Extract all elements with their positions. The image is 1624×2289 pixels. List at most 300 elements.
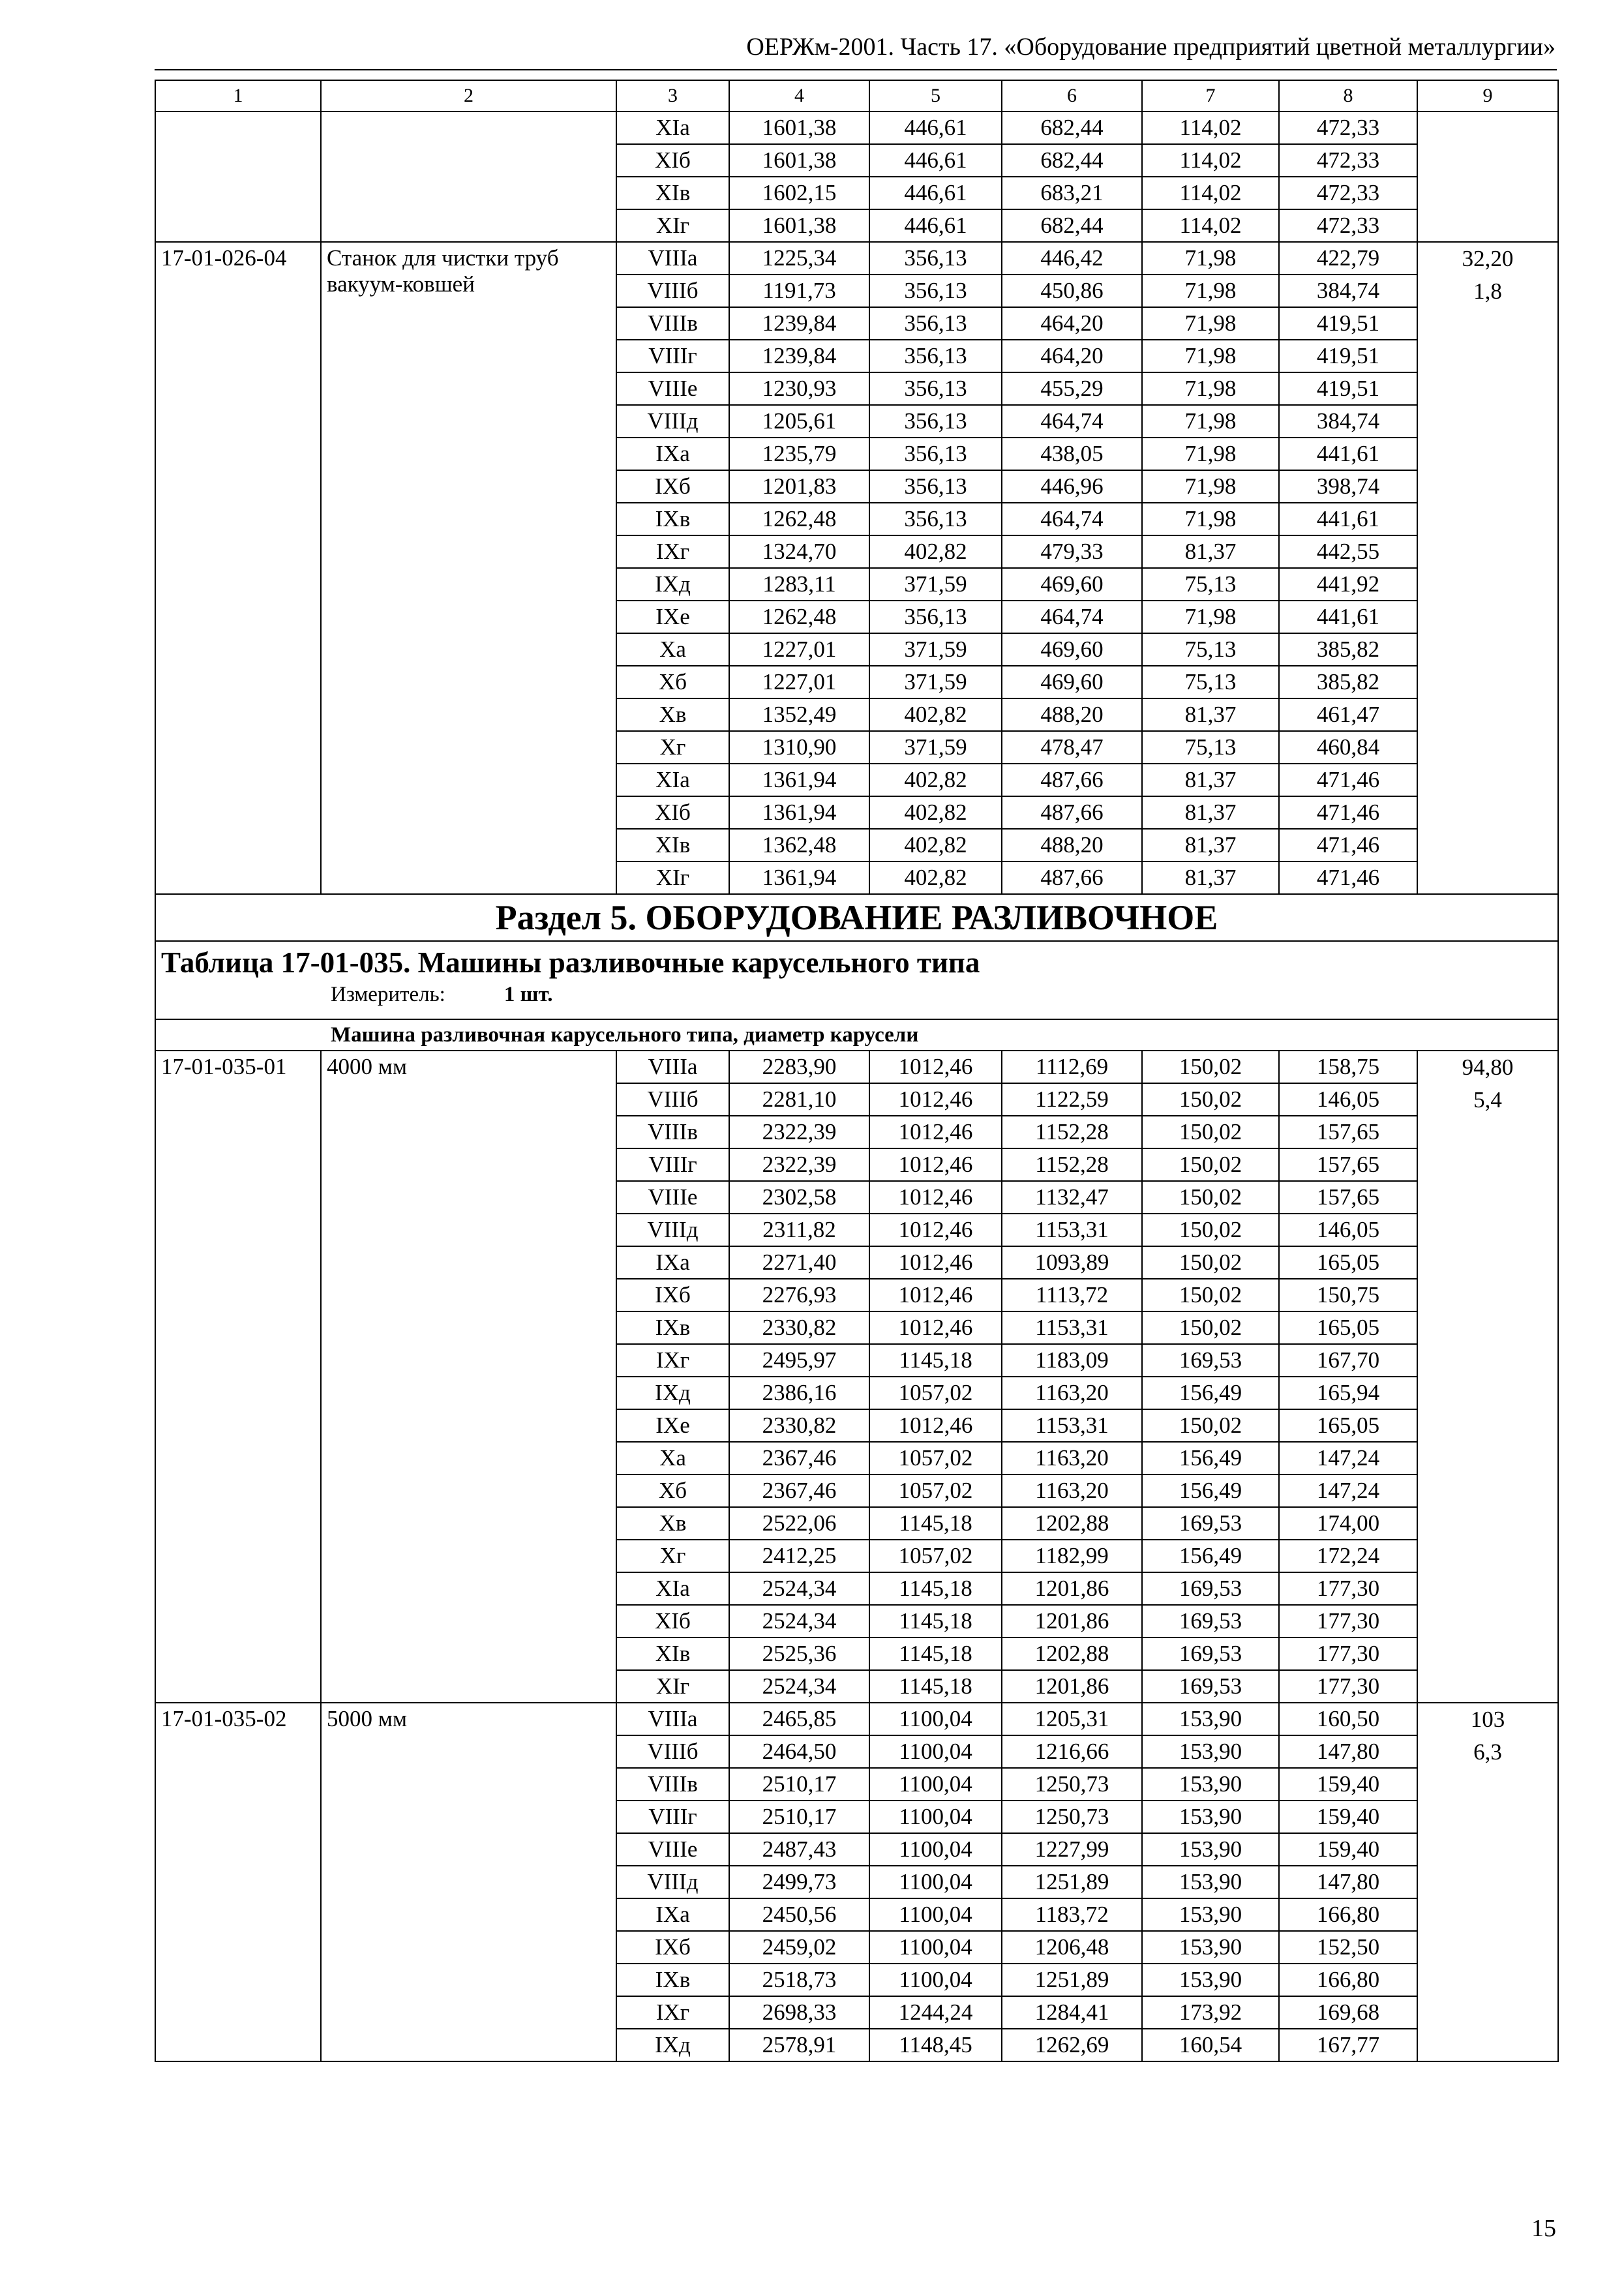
value-cell: 153,90: [1142, 1866, 1279, 1898]
value-cell: 1163,20: [1002, 1377, 1142, 1409]
value-cell: 356,13: [869, 601, 1002, 633]
value-cell: 167,70: [1279, 1344, 1417, 1377]
zone-cell: VIIIг: [616, 1801, 729, 1833]
value-cell: 75,13: [1142, 731, 1279, 764]
zone-cell: Xб: [616, 1474, 729, 1507]
value-cell: 1205,61: [729, 405, 869, 438]
value-cell: 1283,11: [729, 568, 869, 601]
zone-cell: XIг: [616, 861, 729, 894]
value-cell: 385,82: [1279, 666, 1417, 698]
value-cell: 461,47: [1279, 698, 1417, 731]
value-cell: 2524,34: [729, 1605, 869, 1638]
value-cell: 2465,85: [729, 1703, 869, 1735]
zone-cell: XIв: [616, 177, 729, 209]
value-cell: 384,74: [1279, 405, 1417, 438]
value-cell: 81,37: [1142, 829, 1279, 861]
zone-cell: Xв: [616, 698, 729, 731]
value-cell: 2281,10: [729, 1083, 869, 1116]
value-cell: 1251,89: [1002, 1866, 1142, 1898]
col-number: 6: [1002, 80, 1142, 112]
value-cell: 1163,20: [1002, 1442, 1142, 1474]
empty-cell: [321, 112, 616, 242]
value-cell: 81,37: [1142, 698, 1279, 731]
value-cell: 2302,58: [729, 1181, 869, 1214]
value-cell: 441,92: [1279, 568, 1417, 601]
zone-cell: XIв: [616, 1638, 729, 1670]
header-rule: [155, 69, 1557, 70]
col-number: 5: [869, 80, 1002, 112]
value-cell: 150,02: [1142, 1409, 1279, 1442]
value-cell: 159,40: [1279, 1768, 1417, 1801]
zone-cell: VIIIа: [616, 242, 729, 275]
value-cell: 371,59: [869, 666, 1002, 698]
value-cell: 472,33: [1279, 177, 1417, 209]
zone-cell: Xб: [616, 666, 729, 698]
zone-cell: XIа: [616, 1572, 729, 1605]
value-cell: 1361,94: [729, 861, 869, 894]
value-cell: 165,05: [1279, 1311, 1417, 1344]
table-title: Таблица 17-01-035. Машины разливочные карусельного типа: [161, 946, 980, 979]
zone-cell: VIIIа: [616, 1703, 729, 1735]
value-cell: 2386,16: [729, 1377, 869, 1409]
col-number: 8: [1279, 80, 1417, 112]
value-cell: 464,74: [1002, 405, 1142, 438]
value-cell: 487,66: [1002, 764, 1142, 796]
zone-cell: VIIIг: [616, 1148, 729, 1181]
value-cell: 479,33: [1002, 535, 1142, 568]
value-cell: 2522,06: [729, 1507, 869, 1540]
value-cell: 1352,49: [729, 698, 869, 731]
col9-value: 94,80: [1462, 1055, 1514, 1080]
value-cell: 1183,09: [1002, 1344, 1142, 1377]
value-cell: 469,60: [1002, 568, 1142, 601]
value-cell: 1100,04: [869, 1931, 1002, 1964]
value-cell: 1057,02: [869, 1377, 1002, 1409]
value-cell: 150,75: [1279, 1279, 1417, 1311]
value-cell: 460,84: [1279, 731, 1417, 764]
column-number-row: [155, 80, 1558, 112]
value-cell: 1251,89: [1002, 1964, 1142, 1996]
value-cell: 2367,46: [729, 1442, 869, 1474]
value-cell: 165,05: [1279, 1409, 1417, 1442]
value-cell: 419,51: [1279, 340, 1417, 372]
zone-cell: VIIIд: [616, 1214, 729, 1246]
value-cell: 153,90: [1142, 1801, 1279, 1833]
zone-cell: VIIIе: [616, 1181, 729, 1214]
value-cell: 177,30: [1279, 1572, 1417, 1605]
value-cell: 2499,73: [729, 1866, 869, 1898]
value-cell: 1324,70: [729, 535, 869, 568]
value-cell: 1012,46: [869, 1246, 1002, 1279]
value-cell: 1100,04: [869, 1898, 1002, 1931]
value-cell: 146,05: [1279, 1214, 1417, 1246]
value-cell: 1201,86: [1002, 1572, 1142, 1605]
value-cell: 2525,36: [729, 1638, 869, 1670]
zone-cell: VIIIб: [616, 1735, 729, 1768]
value-cell: 1201,83: [729, 470, 869, 503]
value-cell: 385,82: [1279, 633, 1417, 666]
value-cell: 173,92: [1142, 1996, 1279, 2029]
value-cell: 157,65: [1279, 1116, 1417, 1148]
rate-name: 5000 мм: [321, 1703, 616, 2061]
value-cell: 472,33: [1279, 112, 1417, 144]
value-cell: 438,05: [1002, 438, 1142, 470]
rate-name: 4000 мм: [321, 1051, 616, 1703]
value-cell: 160,54: [1142, 2029, 1279, 2061]
value-cell: 1262,69: [1002, 2029, 1142, 2061]
col-number: 3: [616, 80, 729, 112]
value-cell: 75,13: [1142, 568, 1279, 601]
value-cell: 1113,72: [1002, 1279, 1142, 1311]
value-cell: 682,44: [1002, 209, 1142, 242]
zone-cell: IXд: [616, 1377, 729, 1409]
value-cell: 150,02: [1142, 1214, 1279, 1246]
value-cell: 2283,90: [729, 1051, 869, 1083]
value-cell: 1225,34: [729, 242, 869, 275]
value-cell: 402,82: [869, 829, 1002, 861]
zone-cell: Xа: [616, 633, 729, 666]
value-cell: 446,42: [1002, 242, 1142, 275]
col-number: 7: [1142, 80, 1279, 112]
value-cell: 159,40: [1279, 1833, 1417, 1866]
value-cell: 471,46: [1279, 764, 1417, 796]
value-cell: 2450,56: [729, 1898, 869, 1931]
zone-cell: IXб: [616, 1931, 729, 1964]
value-cell: 402,82: [869, 861, 1002, 894]
value-cell: 402,82: [869, 796, 1002, 829]
value-cell: 1100,04: [869, 1964, 1002, 1996]
zone-cell: VIIIб: [616, 1083, 729, 1116]
value-cell: 114,02: [1142, 144, 1279, 177]
value-cell: 71,98: [1142, 470, 1279, 503]
value-cell: 1012,46: [869, 1083, 1002, 1116]
value-cell: 419,51: [1279, 307, 1417, 340]
value-cell: 172,24: [1279, 1540, 1417, 1572]
value-cell: 1145,18: [869, 1572, 1002, 1605]
value-cell: 156,49: [1142, 1442, 1279, 1474]
value-cell: 177,30: [1279, 1605, 1417, 1638]
value-cell: 81,37: [1142, 861, 1279, 894]
value-cell: 682,44: [1002, 144, 1142, 177]
value-cell: 153,90: [1142, 1931, 1279, 1964]
table-row: [155, 1703, 1558, 1735]
value-cell: 402,82: [869, 764, 1002, 796]
value-cell: 147,80: [1279, 1735, 1417, 1768]
value-cell: 1235,79: [729, 438, 869, 470]
value-cell: 2271,40: [729, 1246, 869, 1279]
value-cell: 683,21: [1002, 177, 1142, 209]
value-cell: 446,61: [869, 112, 1002, 144]
col9-value: 6,3: [1473, 1739, 1502, 1765]
value-cell: 150,02: [1142, 1246, 1279, 1279]
rates-table: [155, 80, 1559, 2062]
value-cell: 1148,45: [869, 2029, 1002, 2061]
value-cell: 1239,84: [729, 307, 869, 340]
value-cell: 464,20: [1002, 340, 1142, 372]
value-cell: 472,33: [1279, 209, 1417, 242]
value-cell: 488,20: [1002, 829, 1142, 861]
value-cell: 682,44: [1002, 112, 1142, 144]
value-cell: 1602,15: [729, 177, 869, 209]
value-cell: 464,20: [1002, 307, 1142, 340]
value-cell: 1057,02: [869, 1442, 1002, 1474]
zone-cell: VIIIв: [616, 1768, 729, 1801]
value-cell: 2276,93: [729, 1279, 869, 1311]
value-cell: 487,66: [1002, 861, 1142, 894]
value-cell: 150,02: [1142, 1116, 1279, 1148]
value-cell: 1122,59: [1002, 1083, 1142, 1116]
value-cell: 402,82: [869, 698, 1002, 731]
col9-value: 1,8: [1473, 278, 1502, 304]
group-caption-row: [155, 1019, 1558, 1051]
value-cell: 1183,72: [1002, 1898, 1142, 1931]
value-cell: 81,37: [1142, 535, 1279, 568]
value-cell: 1100,04: [869, 1833, 1002, 1866]
zone-cell: IXг: [616, 535, 729, 568]
value-cell: 1145,18: [869, 1670, 1002, 1703]
value-cell: 174,00: [1279, 1507, 1417, 1540]
rate-name: Станок для чистки труб вакуум-ковшей: [321, 242, 616, 894]
zone-cell: VIIIб: [616, 275, 729, 307]
value-cell: 1230,93: [729, 372, 869, 405]
value-cell: 398,74: [1279, 470, 1417, 503]
value-cell: 150,02: [1142, 1311, 1279, 1344]
zone-cell: IXа: [616, 438, 729, 470]
unit-value: 1 шт.: [504, 983, 553, 1006]
col-number: 1: [155, 80, 321, 112]
value-cell: 1145,18: [869, 1605, 1002, 1638]
value-cell: 1310,90: [729, 731, 869, 764]
section-row: [155, 894, 1558, 941]
value-cell: 2495,97: [729, 1344, 869, 1377]
value-cell: 478,47: [1002, 731, 1142, 764]
value-cell: 488,20: [1002, 698, 1142, 731]
table-row: [155, 242, 1558, 275]
value-cell: 2330,82: [729, 1311, 869, 1344]
empty-cell: [155, 112, 321, 242]
value-cell: 2524,34: [729, 1572, 869, 1605]
value-cell: 1093,89: [1002, 1246, 1142, 1279]
value-cell: 1012,46: [869, 1214, 1002, 1246]
value-cell: 371,59: [869, 633, 1002, 666]
value-cell: 1202,88: [1002, 1507, 1142, 1540]
zone-cell: VIIIв: [616, 307, 729, 340]
value-cell: 1362,48: [729, 829, 869, 861]
value-cell: 157,65: [1279, 1148, 1417, 1181]
rate-code: 17-01-035-02: [155, 1703, 321, 2061]
value-cell: 1201,86: [1002, 1605, 1142, 1638]
value-cell: 2510,17: [729, 1768, 869, 1801]
page-number: 15: [1531, 2215, 1556, 2242]
value-cell: 1057,02: [869, 1474, 1002, 1507]
value-cell: 1152,28: [1002, 1116, 1142, 1148]
value-cell: 153,90: [1142, 1964, 1279, 1996]
value-cell: 166,80: [1279, 1964, 1417, 1996]
col9-values: [1417, 1051, 1558, 1703]
value-cell: 1361,94: [729, 796, 869, 829]
value-cell: 441,61: [1279, 438, 1417, 470]
value-cell: 2578,91: [729, 2029, 869, 2061]
table-row: [155, 112, 1558, 144]
section-title: Раздел 5. ОБОРУДОВАНИЕ РАЗЛИВОЧНОЕ: [155, 894, 1558, 941]
value-cell: 169,53: [1142, 1572, 1279, 1605]
zone-cell: XIг: [616, 209, 729, 242]
document-title: ОЕРЖм-2001. Часть 17. «Оборудование предприятий цветной металлургии»: [746, 33, 1556, 61]
value-cell: 1216,66: [1002, 1735, 1142, 1768]
value-cell: 1012,46: [869, 1409, 1002, 1442]
value-cell: 1012,46: [869, 1279, 1002, 1311]
zone-cell: XIб: [616, 1605, 729, 1638]
value-cell: 177,30: [1279, 1670, 1417, 1703]
value-cell: 455,29: [1002, 372, 1142, 405]
value-cell: 169,53: [1142, 1605, 1279, 1638]
zone-cell: VIIIв: [616, 1116, 729, 1148]
zone-cell: IXв: [616, 1311, 729, 1344]
zone-cell: XIг: [616, 1670, 729, 1703]
value-cell: 356,13: [869, 307, 1002, 340]
value-cell: 1012,46: [869, 1116, 1002, 1148]
value-cell: 150,02: [1142, 1148, 1279, 1181]
value-cell: 1012,46: [869, 1181, 1002, 1214]
value-cell: 1227,01: [729, 633, 869, 666]
value-cell: 1227,01: [729, 666, 869, 698]
value-cell: 1262,48: [729, 601, 869, 633]
table-title-cell: [155, 941, 1558, 1019]
value-cell: 150,02: [1142, 1051, 1279, 1083]
table-row: [155, 1051, 1558, 1083]
value-cell: 71,98: [1142, 405, 1279, 438]
value-cell: 169,53: [1142, 1344, 1279, 1377]
value-cell: 2459,02: [729, 1931, 869, 1964]
value-cell: 356,13: [869, 340, 1002, 372]
value-cell: 71,98: [1142, 340, 1279, 372]
zone-cell: IXв: [616, 503, 729, 535]
value-cell: 71,98: [1142, 438, 1279, 470]
value-cell: 422,79: [1279, 242, 1417, 275]
value-cell: 1132,47: [1002, 1181, 1142, 1214]
value-cell: 446,61: [869, 177, 1002, 209]
rate-code: 17-01-035-01: [155, 1051, 321, 1703]
zone-cell: IXа: [616, 1246, 729, 1279]
value-cell: 156,49: [1142, 1377, 1279, 1409]
col9-value: 5,4: [1473, 1087, 1502, 1113]
value-cell: 1262,48: [729, 503, 869, 535]
value-cell: 81,37: [1142, 796, 1279, 829]
value-cell: 356,13: [869, 242, 1002, 275]
value-cell: 71,98: [1142, 372, 1279, 405]
table-title-row: [155, 941, 1558, 1019]
value-cell: 356,13: [869, 372, 1002, 405]
value-cell: 114,02: [1142, 177, 1279, 209]
value-cell: 153,90: [1142, 1768, 1279, 1801]
value-cell: 2510,17: [729, 1801, 869, 1833]
value-cell: 1152,28: [1002, 1148, 1142, 1181]
value-cell: 1153,31: [1002, 1409, 1142, 1442]
value-cell: 165,94: [1279, 1377, 1417, 1409]
zone-cell: Xв: [616, 1507, 729, 1540]
value-cell: 75,13: [1142, 666, 1279, 698]
value-cell: 2322,39: [729, 1116, 869, 1148]
value-cell: 150,02: [1142, 1083, 1279, 1116]
value-cell: 75,13: [1142, 633, 1279, 666]
value-cell: 1100,04: [869, 1801, 1002, 1833]
value-cell: 2311,82: [729, 1214, 869, 1246]
zone-cell: VIIIе: [616, 372, 729, 405]
zone-cell: VIIIд: [616, 405, 729, 438]
zone-cell: IXе: [616, 601, 729, 633]
value-cell: 472,33: [1279, 144, 1417, 177]
value-cell: 469,60: [1002, 633, 1142, 666]
value-cell: 71,98: [1142, 242, 1279, 275]
col9-values: [1417, 1703, 1558, 2061]
col-number: 4: [729, 80, 869, 112]
value-cell: 464,74: [1002, 503, 1142, 535]
value-cell: 2487,43: [729, 1833, 869, 1866]
unit-label: Измеритель:: [331, 983, 445, 1006]
value-cell: 1244,24: [869, 1996, 1002, 2029]
value-cell: 169,53: [1142, 1638, 1279, 1670]
value-cell: 1100,04: [869, 1866, 1002, 1898]
value-cell: 1153,31: [1002, 1311, 1142, 1344]
value-cell: 442,55: [1279, 535, 1417, 568]
value-cell: 1250,73: [1002, 1768, 1142, 1801]
value-cell: 356,13: [869, 275, 1002, 307]
zone-cell: IXа: [616, 1898, 729, 1931]
value-cell: 114,02: [1142, 112, 1279, 144]
zone-cell: IXб: [616, 1279, 729, 1311]
value-cell: 1239,84: [729, 340, 869, 372]
value-cell: 169,68: [1279, 1996, 1417, 2029]
rate-code: 17-01-026-04: [155, 242, 321, 894]
value-cell: 419,51: [1279, 372, 1417, 405]
zone-cell: VIIIе: [616, 1833, 729, 1866]
value-cell: 471,46: [1279, 829, 1417, 861]
value-cell: 1163,20: [1002, 1474, 1142, 1507]
value-cell: 153,90: [1142, 1703, 1279, 1735]
value-cell: 165,05: [1279, 1246, 1417, 1279]
col-number: 2: [321, 80, 616, 112]
table-body: [155, 80, 1558, 2061]
value-cell: 487,66: [1002, 796, 1142, 829]
value-cell: 153,90: [1142, 1735, 1279, 1768]
col9-value: 32,20: [1462, 246, 1514, 271]
value-cell: 446,96: [1002, 470, 1142, 503]
zone-cell: VIIIг: [616, 340, 729, 372]
value-cell: 356,13: [869, 470, 1002, 503]
value-cell: 169,53: [1142, 1507, 1279, 1540]
value-cell: 1182,99: [1002, 1540, 1142, 1572]
value-cell: 446,61: [869, 144, 1002, 177]
value-cell: 1202,88: [1002, 1638, 1142, 1670]
value-cell: 147,24: [1279, 1442, 1417, 1474]
value-cell: 158,75: [1279, 1051, 1417, 1083]
value-cell: 147,80: [1279, 1866, 1417, 1898]
value-cell: 150,02: [1142, 1279, 1279, 1311]
value-cell: 2698,33: [729, 1996, 869, 2029]
value-cell: 1601,38: [729, 144, 869, 177]
zone-cell: IXг: [616, 1344, 729, 1377]
value-cell: 1153,31: [1002, 1214, 1142, 1246]
page-header: [155, 34, 1557, 70]
value-cell: 1012,46: [869, 1051, 1002, 1083]
value-cell: 157,65: [1279, 1181, 1417, 1214]
value-cell: 356,13: [869, 405, 1002, 438]
value-cell: 371,59: [869, 568, 1002, 601]
col-number: 9: [1417, 80, 1558, 112]
value-cell: 1191,73: [729, 275, 869, 307]
value-cell: 402,82: [869, 535, 1002, 568]
value-cell: 2412,25: [729, 1540, 869, 1572]
